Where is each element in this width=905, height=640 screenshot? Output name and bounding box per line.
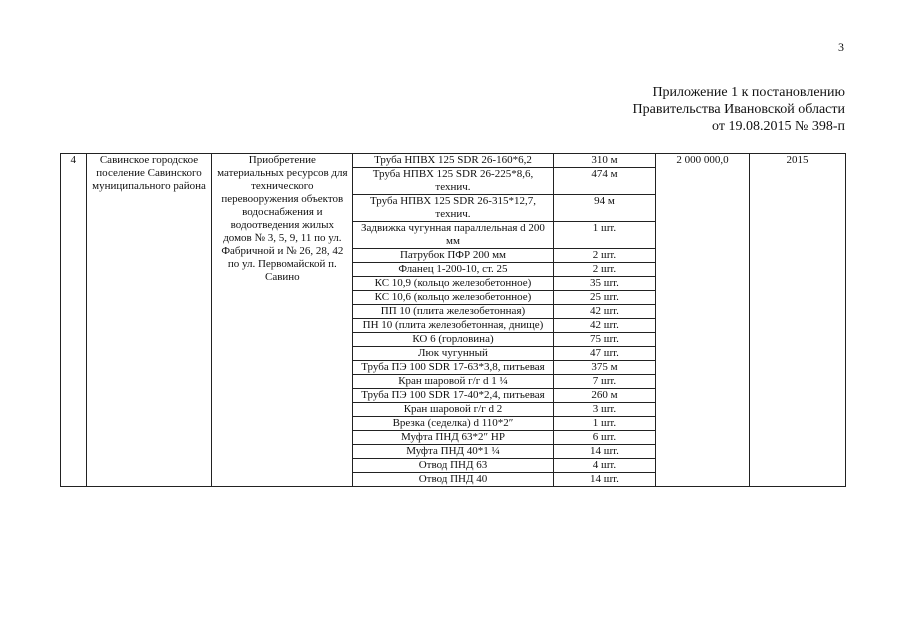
- item-quantity: 35 шт.: [553, 277, 655, 291]
- purpose-description: Приобретение материальных ресурсов для технического перевооружения объектов водоснабжения и водоотведения жилых домов № 3, 5, 9, 11 по ул. Фабричной и № 26, 28, 42 по ул. Первомайской п. Савино: [212, 154, 353, 487]
- item-name: Труба НПВХ 125 SDR 26-225*8,6, технич.: [353, 168, 554, 195]
- item-name: ПП 10 (плита железобетонная): [353, 305, 554, 319]
- row-number: 4: [61, 154, 87, 487]
- item-name: Кран шаровой г/г d 2: [353, 403, 554, 417]
- item-quantity: 7 шт.: [553, 375, 655, 389]
- item-name: Люк чугунный: [353, 347, 554, 361]
- item-name: Отвод ПНД 63: [353, 459, 554, 473]
- item-quantity: 375 м: [553, 361, 655, 375]
- item-quantity: 474 м: [553, 168, 655, 195]
- item-name: ПН 10 (плита железобетонная, днище): [353, 319, 554, 333]
- item-name: КС 10,6 (кольцо железобетонное): [353, 291, 554, 305]
- item-name: Врезка (седелка) d 110*2″: [353, 417, 554, 431]
- item-quantity: 2 шт.: [553, 249, 655, 263]
- document-header: [633, 84, 845, 135]
- settlement-name: Савинское городское поселение Савинского муниципального района: [86, 154, 212, 487]
- item-name: Отвод ПНД 40: [353, 473, 554, 487]
- item-quantity: 42 шт.: [553, 305, 655, 319]
- item-name: Фланец 1-200-10, ст. 25: [353, 263, 554, 277]
- item-quantity: 14 шт.: [553, 445, 655, 459]
- item-quantity: 260 м: [553, 389, 655, 403]
- page-number: 3: [838, 40, 844, 54]
- item-name: Муфта ПНД 63*2″ НР: [353, 431, 554, 445]
- item-quantity: 2 шт.: [553, 263, 655, 277]
- item-name: Труба НПВХ 125 SDR 26-315*12,7, технич.: [353, 195, 554, 222]
- item-quantity: 4 шт.: [553, 459, 655, 473]
- table-row: [61, 154, 846, 168]
- materials-table: [60, 153, 846, 487]
- item-name: Кран шаровой г/г d 1 ¼: [353, 375, 554, 389]
- item-name: КС 10,9 (кольцо железобетонное): [353, 277, 554, 291]
- header-line-2: Правительства Ивановской области: [632, 102, 845, 117]
- item-name: Патрубок ПФР 200 мм: [353, 249, 554, 263]
- item-quantity: 47 шт.: [553, 347, 655, 361]
- header-line-1: Приложение 1 к постановлению: [652, 85, 845, 100]
- item-name: Труба ПЭ 100 SDR 17-40*2,4, питьевая: [353, 389, 554, 403]
- item-quantity: 42 шт.: [553, 319, 655, 333]
- item-quantity: 1 шт.: [553, 417, 655, 431]
- item-quantity: 3 шт.: [553, 403, 655, 417]
- amount: 2 000 000,0: [656, 154, 750, 487]
- item-name: Труба НПВХ 125 SDR 26-160*6,2: [353, 154, 554, 168]
- item-quantity: 75 шт.: [553, 333, 655, 347]
- item-quantity: 14 шт.: [553, 473, 655, 487]
- item-quantity: 6 шт.: [553, 431, 655, 445]
- item-quantity: 310 м: [553, 154, 655, 168]
- item-name: Муфта ПНД 40*1 ¼: [353, 445, 554, 459]
- item-quantity: 1 шт.: [553, 222, 655, 249]
- item-name: Труба ПЭ 100 SDR 17-63*3,8, питьевая: [353, 361, 554, 375]
- item-name: КО 6 (горловина): [353, 333, 554, 347]
- year: 2015: [749, 154, 845, 487]
- header-line-3: от 19.08.2015 № 398-п: [712, 119, 845, 134]
- item-quantity: 94 м: [553, 195, 655, 222]
- item-quantity: 25 шт.: [553, 291, 655, 305]
- item-name: Задвижка чугунная параллельная d 200 мм: [353, 222, 554, 249]
